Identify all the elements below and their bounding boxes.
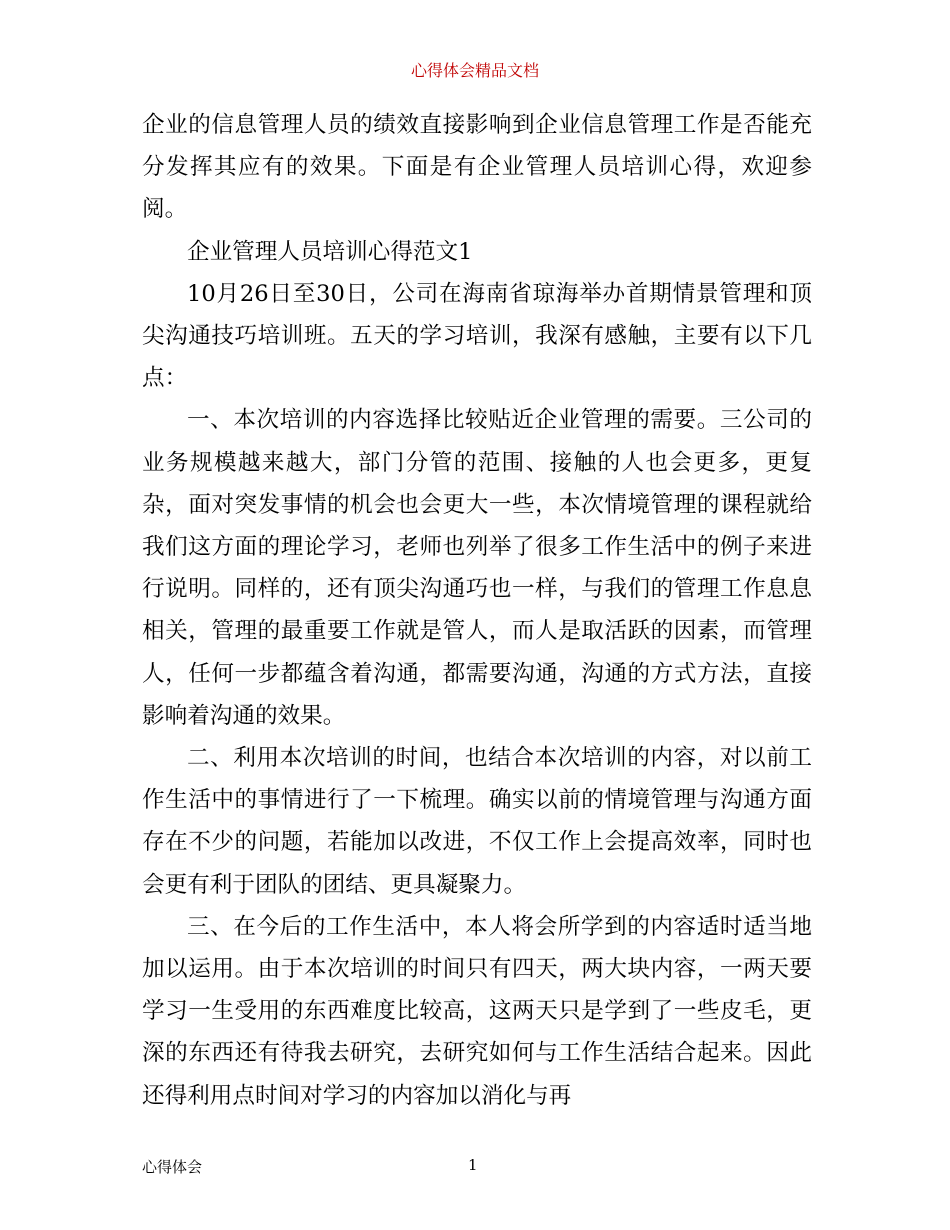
body-paragraph: 三、在今后的工作生活中，本人将会所学到的内容适时适当地加以运用。由于本次培训的时间只有四天，两大块内容，一两天要学习一生受用的东西难度比较高，这两天只是学到了一些皮毛，更深的东西还有待我去研究，去研究如何与工作生活结合起来。因此还得利用点时间对学习的内容加以消化与再 <box>142 913 812 1109</box>
section-title: 企业管理人员培训心得范文1 <box>187 238 473 265</box>
body-paragraph: 二、利用本次培训的时间，也结合本次培训的内容，对以前工作生活中的事情进行了一下梳理。确实以前的情境管理与沟通方面存在不少的问题，若能加以改进，不仅工作上会提高效率，同时也会更有利于团队的团结、更具凝聚力。 <box>142 745 812 898</box>
intro-paragraph: 企业的信息管理人员的绩效直接影响到企业信息管理工作是否能充分发挥其应有的效果。下面是有企业管理人员培训心得，欢迎参阅。 <box>142 112 812 223</box>
footer-label: 心得体会 <box>142 1158 203 1176</box>
document-header-title: 心得体会精品文档 <box>410 61 539 80</box>
body-paragraph: 一、本次培训的内容选择比较贴近企业管理的需要。三公司的业务规模越来越大，部门分管的范围、接触的人也会更多，更复杂，面对突发事情的机会也会更大一些，本次情境管理的课程就给我们这方面的理论学习，老师也列举了很多工作生活中的例子来进行说明。同样的，还有顶尖沟通巧也一样，与我们的管理工作息息相关，管理的最重要工作就是管人，而人是取活跃的因素，而管理人，任何一步都蕴含着沟通，都需要沟通，沟通的方式方法，直接影响着沟通的效果。 <box>142 407 812 729</box>
document-body <box>142 104 812 1117</box>
body-paragraph: 10月26日至30日，公司在海南省琼海举办首期情景管理和顶尖沟通技巧培训班。五天的学习培训，我深有感触，主要有以下几点： <box>142 280 812 392</box>
page-number: 1 <box>468 1156 478 1174</box>
